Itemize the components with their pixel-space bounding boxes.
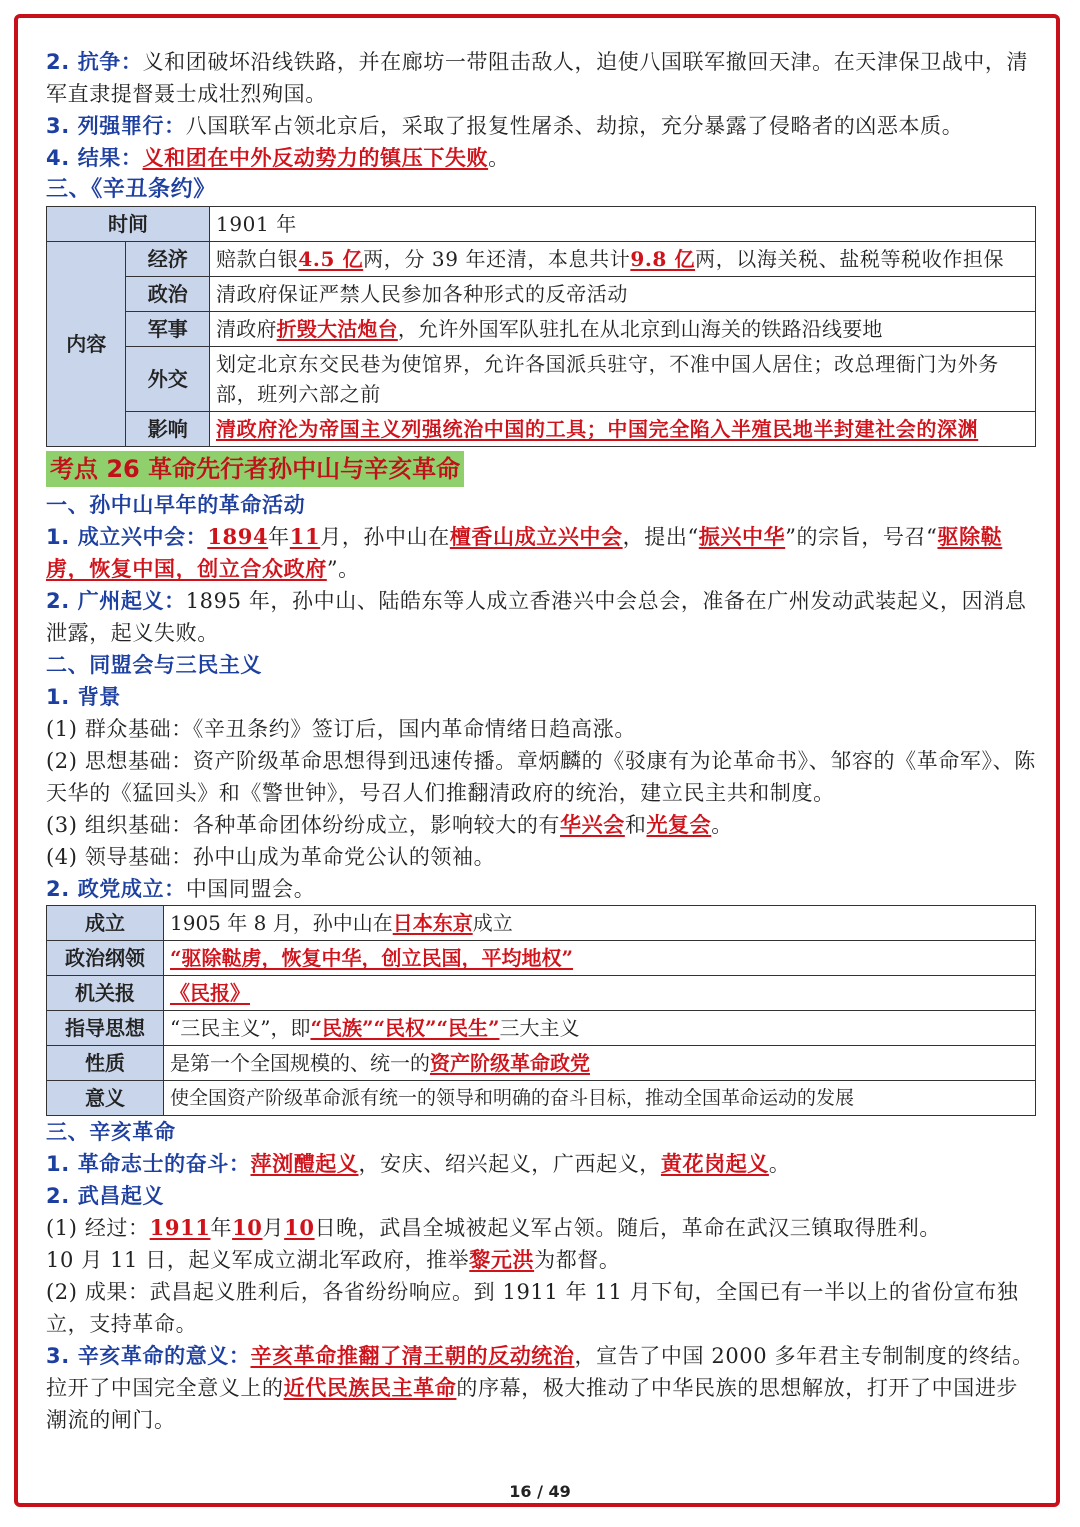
para-struggle: 1. 革命志士的奋斗：萍浏醴起义，安庆、绍兴起义，广西起义，黄花岗起义。: [46, 1151, 791, 1176]
label-result: 4. 结果：: [46, 146, 143, 170]
wuchang-process: (1) 经过：1911年10月10日晚，武昌全城被起义军占领。随后，革命在武汉三镇取得胜利。: [46, 1215, 941, 1240]
table-row: 内容 经济 赔款白银4.5 亿两，分 39 年还清，本息共计9.8 亿两，以海关税、盐税等税收作担保: [47, 242, 1036, 277]
page-number: 16 / 49: [509, 1482, 571, 1501]
heading-early: 一、孙中山早年的革命活动: [46, 493, 306, 517]
tongmenghui-table: [46, 905, 1036, 1116]
table-row: 性质 是第一个全国规模的、统一的资产阶级革命政党: [47, 1046, 1036, 1081]
bg-item-1: (1) 群众基础：《辛丑条约》签订后，国内革命情绪日趋高涨。: [46, 717, 636, 741]
heading-wuchang: 2. 武昌起义: [46, 1184, 165, 1208]
table-row: 外交 划定北京东交民巷为使馆界，允许各国派兵驻守，不准中国人居住；改总理衙门为外务部，班列六部之前: [47, 347, 1036, 412]
heading-xinchou: 三、《辛丑条约》: [46, 177, 216, 202]
table-row: 政治 清政府保证严禁人民参加各种形式的反帝活动: [47, 277, 1036, 312]
para-guangzhou: 2. 广州起义：1895 年，孙中山、陆皓东等人成立香港兴中会总会，准备在广州发动武装起义，因消息泄露，起义失败。: [46, 589, 1027, 645]
label-resistance: 2. 抗争：: [46, 50, 143, 74]
table-row: 政治纲领 “驱除鞑虏，恢复中华，创立民国，平均地权”: [47, 941, 1036, 976]
table-row: 军事 清政府折毁大沽炮台，允许外国军队驻扎在从北京到山海关的铁路沿线要地: [47, 312, 1036, 347]
heading-tongmenghui: 二、同盟会与三民主义: [46, 653, 262, 677]
bg-item-2: (2) 思想基础：资产阶级革命思想得到迅速传播。章炳麟的《驳康有为论革命书》、邹容的《革命军》、陈天华的《猛回头》和《警世钟》，号召人们推翻清政府的统治，建立民主共和制度。: [46, 749, 1036, 805]
para-resistance: 2. 抗争：义和团破坏沿线铁路，并在廊坊一带阻击敌人，迫使八国联军撤回天津。在天津保卫战中，清军直隶提督聂士成壮烈殉国。: [46, 50, 1029, 106]
para-crimes: 3. 列强罪行：八国联军占领北京后，采取了报复性屠杀、劫掠，充分暴露了侵略者的凶恶本质。: [46, 114, 964, 138]
heading-xinhai: 三、辛亥革命: [46, 1120, 176, 1144]
label-crimes: 3. 列强罪行：: [46, 114, 186, 138]
wuchang-result: (2) 成果：武昌起义胜利后，各省纷纷响应。到 1911 年 11 月下旬，全国已有一半以上的省份宣布独立，支持革命。: [46, 1280, 1019, 1336]
table-row: 成立 1905 年 8 月，孙中山在日本东京成立: [47, 906, 1036, 941]
para-xingzhonghui: 1. 成立兴中会：1894年11月，孙中山在檀香山成立兴中会，提出“振兴中华”的宗旨，号召“驱除鞑虏，恢复中国，创立合众政府”。: [46, 524, 1003, 581]
heading-background: 1. 背景: [46, 685, 121, 709]
para-party: 2. 政党成立：中国同盟会。: [46, 877, 316, 901]
bg-item-3: (3) 组织基础：各种革命团体纷纷成立，影响较大的有华兴会和光复会。: [46, 812, 733, 837]
table-row: 机关报 《民报》: [47, 976, 1036, 1011]
table-row: 意义 使全国资产阶级革命派有统一的领导和明确的奋斗目标，推动全国革命运动的发展: [47, 1081, 1036, 1116]
para-significance: 3. 辛亥革命的意义：辛亥革命推翻了清王朝的反动统治，宣告了中国 2000 多年君主专制制度的终结。拉开了中国完全意义上的近代民族民主革命的序幕，极大推动了中华民族的思想解放，打开了中国进步潮流的闸门。: [46, 1343, 1034, 1432]
table-row: 影响 清政府沦为帝国主义列强统治中国的工具；中国完全陷入半殖民地半封建社会的深渊: [47, 412, 1036, 447]
exam-point-title: 考点 26 革命先行者孙中山与辛亥革命: [46, 451, 464, 487]
bg-item-4: (4) 领导基础：孙中山成为革命党公认的领袖。: [46, 845, 496, 869]
wuchang-government: 10 月 11 日，起义军成立湖北军政府，推举黎元洪为都督。: [46, 1247, 621, 1272]
xinchou-table: [46, 206, 1036, 447]
page-content: [46, 46, 1036, 1436]
para-result: 4. 结果：义和团在中外反动势力的镇压下失败。: [46, 145, 510, 170]
table-row: 指导思想 “三民主义”，即“民族”“民权”“民生”三大主义: [47, 1011, 1036, 1046]
table-row: 时间 1901 年: [47, 207, 1036, 242]
content-label: 内容: [47, 242, 126, 447]
